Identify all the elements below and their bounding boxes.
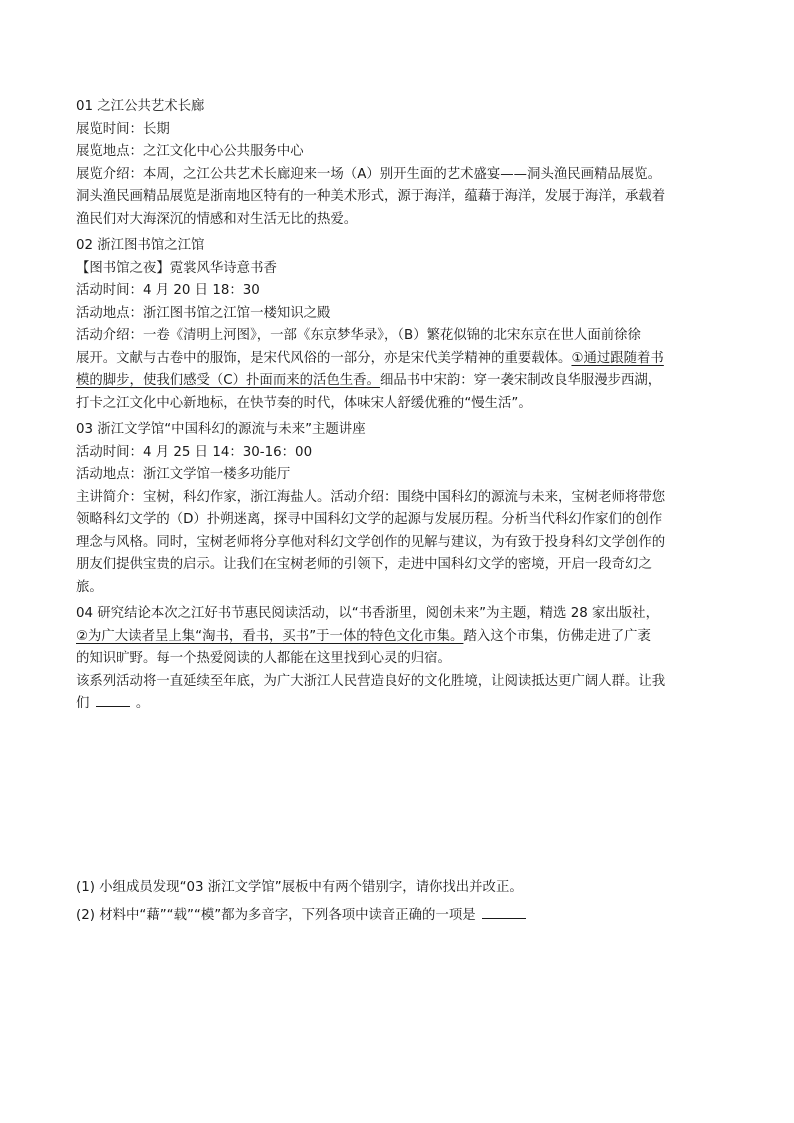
conclusion-text: 踏入这个市集，仿佛走进了广袤 bbox=[463, 628, 651, 644]
section-04-line: 的知识旷野。每一个热爱阅读的人都能在这里找到心灵的归宿。 bbox=[76, 651, 451, 666]
section-01-intro-line: 渔民们对大海深沉的情感和对生活无比的热爱。 bbox=[76, 211, 358, 227]
section-02-place: 活动地点：浙江图书馆之江馆一楼知识之殿 bbox=[76, 305, 331, 321]
section-03-intro-line: 领略科幻文学的（D）扑朔迷离，探寻中国科幻文学的起源与发展历程。分析当代科幻作家们的创作 bbox=[76, 512, 663, 527]
conclusion-text: 。 bbox=[135, 696, 150, 711]
section-01-intro-line: 洞头渔民画精品展览是浙南地区特有的一种美术形式，源于海洋，蕴藉于海洋，发展于海洋，承载着 bbox=[76, 189, 666, 204]
section-03-place: 活动地点：浙江文学馆一楼多功能厅 bbox=[76, 467, 291, 482]
section-03-intro-line: 旅。 bbox=[76, 579, 103, 595]
document-body bbox=[76, 96, 724, 716]
section-02-intro-line bbox=[76, 370, 724, 393]
section-02-intro-line: 活动介绍：一卷《清明上河图》，一部《东京梦华录》，（B）繁花似锦的北宋东京在世人面前徐徐 bbox=[76, 328, 641, 343]
section-03-title: 03 浙江文学馆“中国科幻的源流与未来”主题讲座 bbox=[76, 422, 366, 437]
section-02-intro-line bbox=[76, 348, 724, 371]
section-03-intro-line: 主讲简介：宝树，科幻作家，浙江海盐人。活动介绍：围绕中国科幻的源流与未来，宝树老师将带您 bbox=[76, 489, 666, 505]
answer-blank[interactable] bbox=[96, 693, 130, 707]
section-02-title: 02 浙江图书馆之江馆 bbox=[76, 238, 205, 253]
section-01-intro-line: 展览介绍：本周，之江公共艺术长廊迎来一场（A）别开生面的艺术盛宴——洞头渔民画精品展览。 bbox=[76, 166, 661, 182]
question-1: (1) 小组成员发现“03 浙江文学馆”展板中有两个错别字，请你找出并改正。 bbox=[76, 880, 523, 895]
underlined-sentence-1: ①通过跟随着书 bbox=[571, 350, 664, 366]
section-03-intro-line: 朋友们提供宝贵的启示。让我们在宝树老师的引领下，走进中国科幻文学的密境，开启一段奇幻之 bbox=[76, 557, 652, 572]
section-04-line bbox=[76, 693, 724, 716]
underlined-sentence-2: ②为广大读者呈上集“淘书，看书，买书”于一体的特色文化市集。 bbox=[76, 628, 464, 644]
intro-text: 展开。文献与古卷中的服饰，是宋代风俗的一部分，亦是宋代美学精神的重要载体。 bbox=[76, 350, 572, 366]
section-01-place: 展览地点：之江文化中心公共服务中心 bbox=[76, 144, 304, 159]
section-04-line bbox=[76, 626, 724, 649]
section-04-line: 该系列活动将一直延续至年底，为广大浙江人民营造良好的文化胜境，让阅读抵达更广阔人群。让我 bbox=[76, 673, 666, 689]
section-02-intro-line: 打卡之江文化中心新地标，在快节奏的时代，体味宋人舒缓优雅的“慢生活”。 bbox=[76, 395, 532, 411]
underlined-sentence-1: 模的脚步，使我们感受（C）扑面而来的活色生香。 bbox=[76, 373, 380, 388]
conclusion-text: 们 bbox=[76, 696, 90, 711]
section-02-time: 活动时间：4 月 20 日 18：30 bbox=[76, 283, 260, 298]
section-03-intro-line: 理念与风格。同时，宝树老师将分享他对科幻文学创作的见解与建议，为有致于投身科幻文学创作的 bbox=[76, 534, 666, 550]
answer-blank[interactable] bbox=[482, 905, 526, 919]
section-01-time: 展览时间：长期 bbox=[76, 121, 170, 137]
section-01-title: 01 之江公共艺术长廊 bbox=[76, 99, 205, 114]
section-02-subtitle: 【图书馆之夜】霓裳风华诗意书香 bbox=[76, 260, 277, 276]
question-2-text: (2) 材料中“藉”“载”“模”都为多音字，下列各项中读音正确的一项是 bbox=[76, 908, 476, 923]
question-2 bbox=[76, 904, 724, 928]
section-04-line: 04 研究结论本次之江好书节惠民阅读活动，以“书香浙里，阅创未来”为主题，精选 28 家出版社， bbox=[76, 606, 659, 621]
intro-text: 细品书中宋韵：穿一袭宋制改良华服漫步西湖， bbox=[379, 373, 662, 388]
section-03-time: 活动时间：4 月 25 日 14：30-16：00 bbox=[76, 444, 313, 460]
question-list bbox=[76, 876, 724, 932]
